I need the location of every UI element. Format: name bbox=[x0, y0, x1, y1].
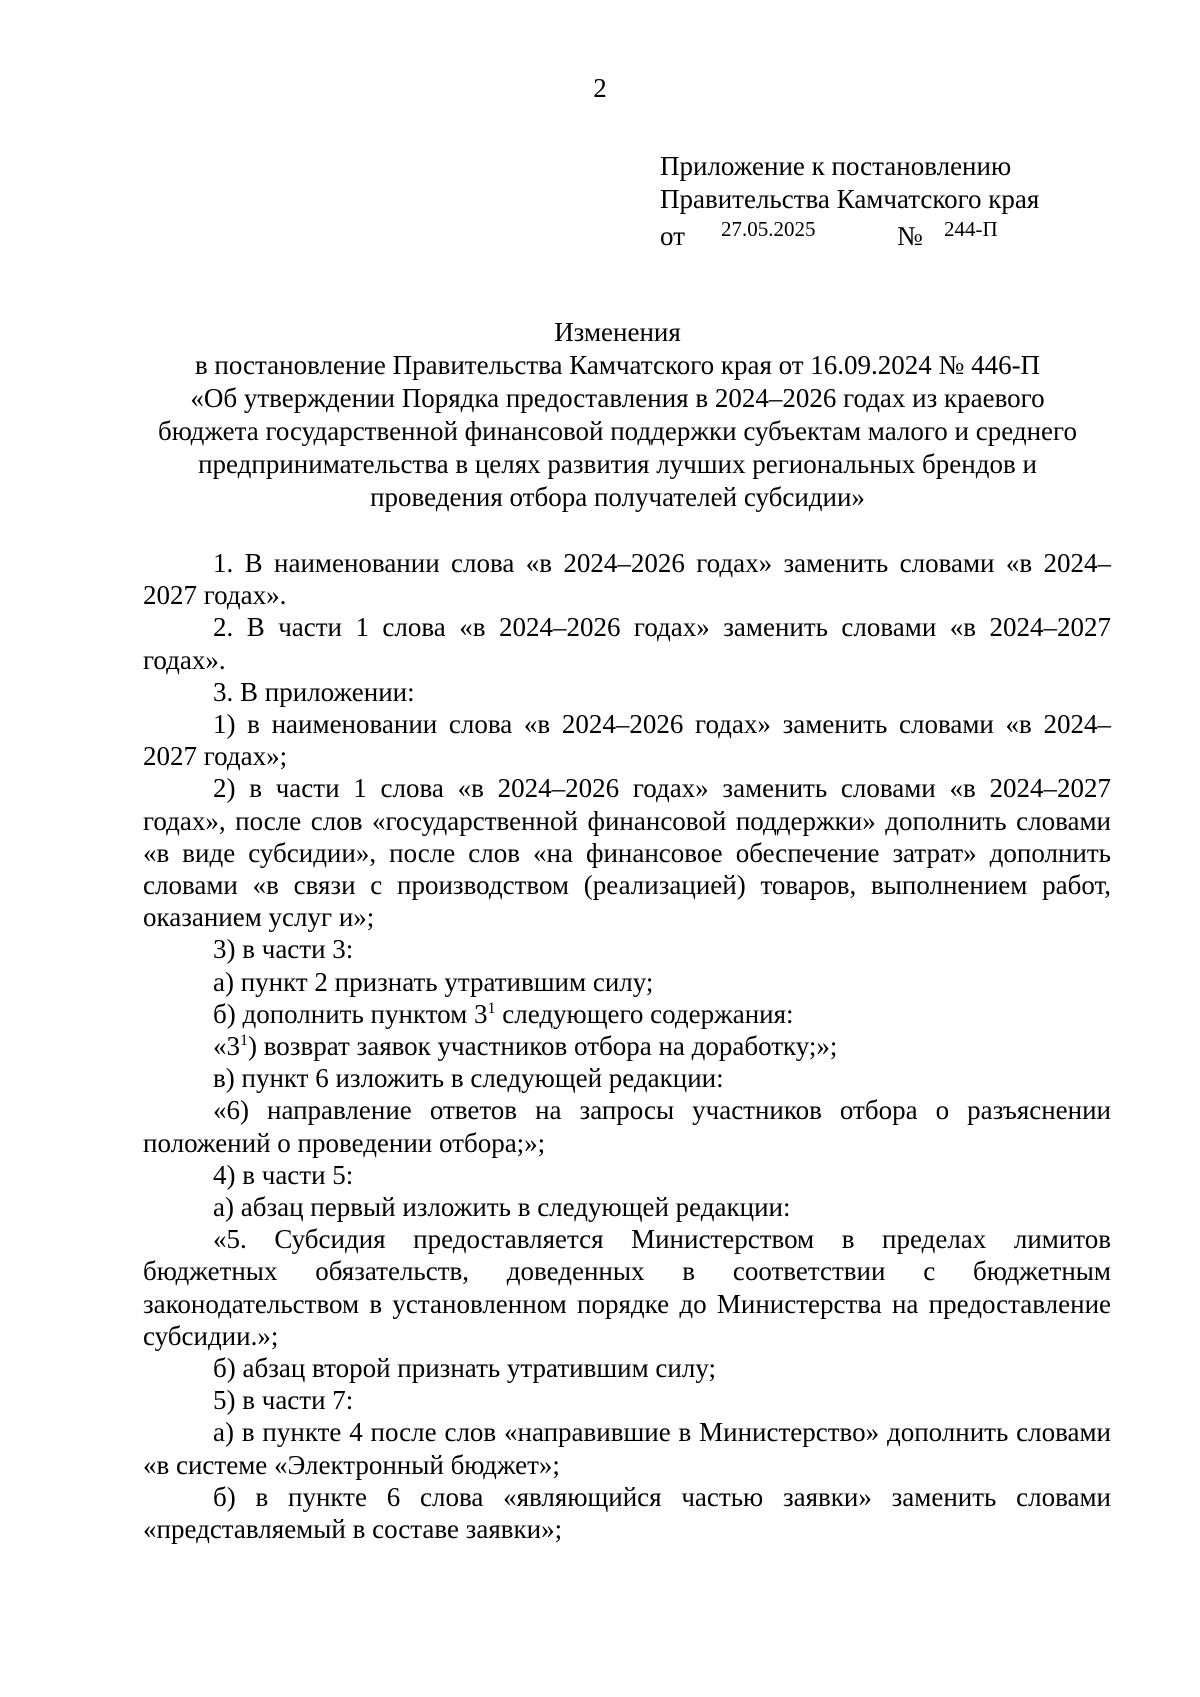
paragraph-9 bbox=[143, 1030, 1111, 1062]
from-label: от bbox=[660, 221, 685, 251]
page-number: 2 bbox=[593, 73, 607, 103]
paragraph-1: 1. В наименовании слова «в 2024–2026 годах» заменить словами «в 2024–2027 годах». bbox=[143, 548, 1111, 611]
document-body bbox=[143, 547, 1111, 1545]
paragraph-10: в) пункт 6 изложить в следующей редакции: bbox=[213, 1063, 724, 1094]
appendix-block bbox=[660, 150, 1120, 249]
paragraph-2: 2. В части 1 слова «в 2024–2026 годах» заменить словами «в 2024–2027 годах». bbox=[143, 612, 1111, 675]
number-sign: № bbox=[897, 221, 923, 251]
superscript: 1 bbox=[240, 1032, 248, 1050]
paragraph-4: 1) в наименовании слова «в 2024–2026 годах» заменить словами «в 2024–2027 годах»; bbox=[143, 709, 1111, 772]
paragraph-13: а) абзац первый изложить в следующей редакции: bbox=[213, 1192, 791, 1223]
document-title bbox=[130, 316, 1105, 514]
title-line-1: в постановление Правительства Камчатского края от 16.09.2024 № 446-П bbox=[194, 350, 1041, 380]
paragraph-9-text: «3 bbox=[213, 1031, 240, 1062]
appendix-date-line bbox=[660, 216, 1120, 249]
appendix-line-1: Приложение к постановлению bbox=[660, 151, 1012, 181]
paragraph-3: 3. В приложении: bbox=[213, 676, 415, 707]
title-line-2: «Об утверждении Порядка предоставления в 2024–2026 годах из краевого bbox=[190, 383, 1045, 413]
paragraph-9-tail: ) возврат заявок участников отбора на доработку;»; bbox=[248, 1031, 838, 1062]
title-line-5: проведения отбора получателей субсидии» bbox=[370, 482, 865, 512]
paragraph-8 bbox=[143, 998, 1111, 1030]
appendix-line-2: Правительства Камчатского края bbox=[660, 184, 1040, 214]
title-heading: Изменения bbox=[554, 317, 681, 347]
paragraph-6: 3) в части 3: bbox=[213, 934, 354, 965]
paragraph-8-text: б) дополнить пунктом 3 bbox=[213, 998, 488, 1029]
paragraph-11: «6) направление ответов на запросы участников отбора о разъяснении положений о проведении отбора;»; bbox=[143, 1095, 1111, 1158]
paragraph-15: б) абзац второй признать утратившим силу; bbox=[213, 1353, 716, 1384]
resolution-date: 27.05.2025 bbox=[721, 217, 816, 241]
title-line-3: бюджета государственной финансовой поддержки субъектам малого и среднего bbox=[158, 416, 1077, 446]
paragraph-7: а) пункт 2 признать утратившим силу; bbox=[213, 966, 654, 997]
paragraph-16: 5) в части 7: bbox=[213, 1385, 354, 1416]
superscript: 1 bbox=[487, 999, 496, 1017]
paragraph-12: 4) в части 5: bbox=[213, 1159, 354, 1190]
paragraph-17: а) в пункте 4 после слов «направившие в Министерство» дополнить словами «в системе «Электронный бюджет»; bbox=[143, 1417, 1111, 1480]
paragraph-5: 2) в части 1 слова «в 2024–2026 годах» заменить словами «в 2024–2027 годах», после слов «государственной финансовой поддержки» дополнить словами «в виде субсидии», после слов «на финансовое обеспечение затрат» дополнить словами «в связи с производством (реализацией) товаров, выполнением работ, оказанием услуг и»; bbox=[143, 773, 1111, 933]
title-line-4: предпринимательства в целях развития лучших региональных брендов и bbox=[198, 449, 1037, 479]
resolution-number: 244-П bbox=[944, 217, 998, 241]
paragraph-14: «5. Субсидия предоставляется Министерством в пределах лимитов бюджетных обязательств, доведенных в соответствии с бюджетным законодательством в установленном порядке до Министерства на предоставление субсидии.»; bbox=[143, 1224, 1111, 1351]
paragraph-8-tail: следующего содержания: bbox=[495, 998, 794, 1029]
paragraph-18: б) в пункте 6 слова «являющийся частью заявки» заменить словами «представляемый в составе заявки»; bbox=[143, 1481, 1111, 1545]
